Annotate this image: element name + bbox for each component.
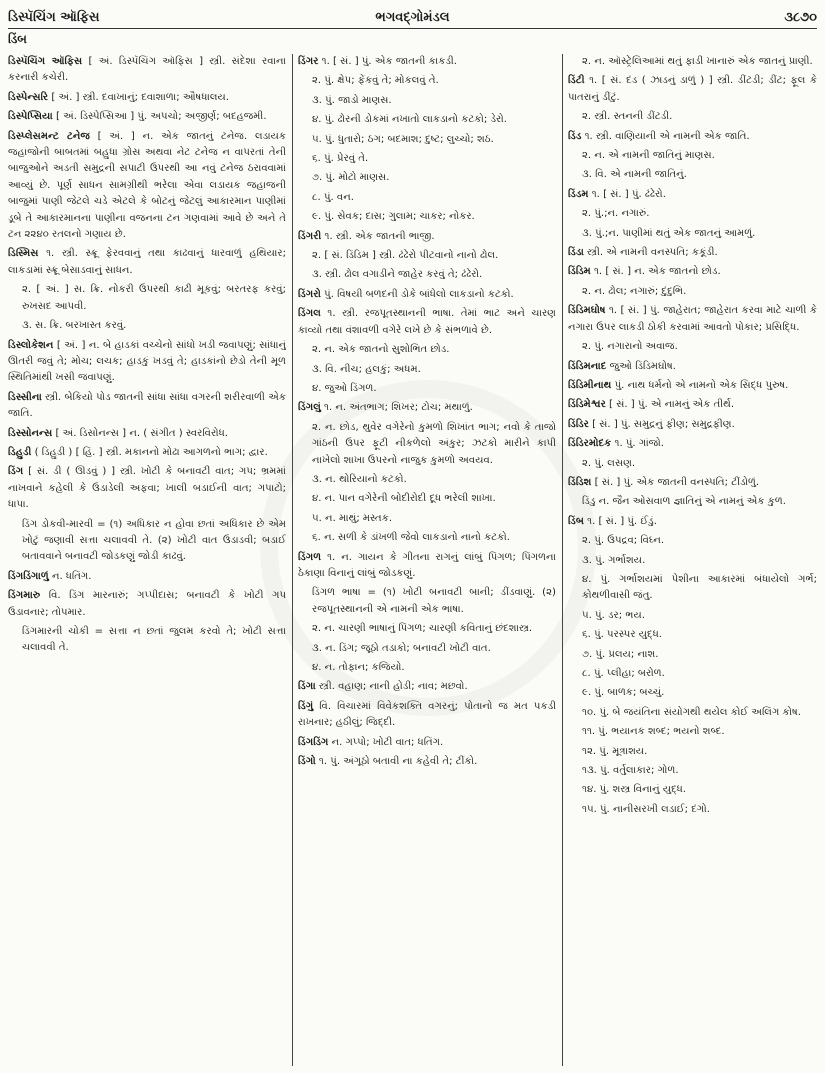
- entry-definition: ૧. [ સં. ] પું. એક જાતની કાકડી.: [318, 56, 457, 67]
- dictionary-entry: [298, 550, 556, 583]
- dictionary-entry: [568, 303, 817, 336]
- entry-definition: [ અં. ડિસ્પેપ્સિઆ ] પું. અપચો; અજીર્ણ; બદહજમી.: [52, 111, 267, 123]
- dictionary-entry: [568, 802, 817, 818]
- entry-headword: ડિસ્પેપ્સિયા: [8, 111, 53, 123]
- entry-definition: ન. ગપ્પો; ખોટી વાત; ધતિંગ.: [328, 736, 444, 748]
- dictionary-entry: [298, 342, 556, 358]
- entry-definition: ડિંગ ડોકવી-મારવી = (૧) અધિકાર ન હોવા છતાં અધિકાર છે એમ ખોટું જણાવી સત્તા ચલાવવી તે. (૨) ખોટી વાત ઉડાડવી; બડાઈ બતાવવાને બનાવટી જોડકણું જોડી કાઢવું.: [22, 518, 286, 563]
- dictionary-entry: [568, 763, 817, 779]
- dictionary-entry: [298, 132, 556, 148]
- column-divider: [562, 54, 563, 1066]
- entry-definition: ૫. ન. માથું; મસ્તક.: [312, 512, 393, 524]
- dictionary-entry: [298, 679, 556, 695]
- entry-definition: ૧૦. પું. બે જયંતિના સંયોગથી થયેલ કોઈ અલિંગ કોષ.: [582, 706, 802, 718]
- entry-headword: ડિંગો: [298, 756, 316, 768]
- entry-definition: ડિંગમારની ચોકી = સત્તા ન છતાં જુલમ કરવો તે; ખોટી સત્તા ચલાવવી તે.: [22, 626, 286, 654]
- column-1: [8, 54, 286, 1066]
- entry-definition: ૩. સ્ત્રી. ઢોલ વગાડીને જાહેર કરવું તે; ઢંઢેરો.: [312, 269, 483, 281]
- dictionary-entry: [298, 420, 556, 469]
- entry-definition: ૧૧. પું. ભયાનક શબ્દ; ભયનો શબ્દ.: [582, 726, 725, 738]
- entry-definition: ૧. [ સં. ] પું. જાહેરાત; જાહેરાત કરવા માટે ચાળી કે નગારા ઉપર લાકડી ઠોકી કરવામાં આવતો પોકાર; પ્રસિદ્ધિ.: [568, 305, 817, 333]
- dictionary-entry: [568, 608, 817, 624]
- entry-definition: ૨. પું.;ન. નગારું.: [582, 208, 650, 220]
- entry-definition: ૧. પું. અંગૂઠો બતાવી ના કહેવી તે; ટીંકો.: [315, 756, 478, 768]
- dictionary-entry: [568, 436, 817, 452]
- dictionary-entry: [568, 378, 817, 394]
- header-left-guide-word: ડિસ્પૅચિંગ ઑફિસ: [8, 10, 100, 25]
- dictionary-entry: [568, 417, 817, 433]
- entry-definition: [ સં. ] પું. એ નામનું એક તીર્થ.: [605, 399, 735, 411]
- dictionary-entry: [568, 475, 817, 491]
- dictionary-entry: [8, 588, 286, 621]
- entry-definition: સ્ત્રી. બેકિયો પોડ જાતની સાંધા સાંધા વગરની શરીરવાળી એક જાતિ.: [8, 391, 286, 420]
- entry-headword: ડિંડિમનાદ: [568, 360, 607, 372]
- entry-definition: ૨. ન. ઢોલ; નગારું; દુંદુભિ.: [582, 285, 687, 297]
- dictionary-entry: [8, 282, 286, 315]
- entry-definition: ૨. પું. લસણ.: [582, 457, 636, 469]
- dictionary-entry: [298, 491, 556, 507]
- entry-headword: ડિંગું: [298, 700, 314, 712]
- entry-headword: ડિંબ: [568, 515, 584, 527]
- entry-definition: ડિંડુ ન. જૈન ઓસવાળ જ્ઞાતિનું એ નામનું એક કુળ.: [582, 496, 786, 508]
- dictionary-entry: [8, 129, 286, 244]
- entry-definition: [ અં. ] સ્ત્રી. દવાખાનું; દવાશાળા; ઔષધાલય.: [48, 91, 229, 103]
- entry-headword: ડિંડમ: [568, 188, 589, 200]
- entry-definition: ડિંગળ ભાષા = (૧) ખોટી બનાવટી બાની; ડીંડવાણું. (૨) રજપૂતસ્થાનની એ નામની એક ભાષા.: [312, 587, 556, 615]
- entry-definition: ૬. ન. સળી કે ડાંખળી જેવો લાકડાનો નાનો કટકો.: [312, 532, 510, 544]
- entry-definition: [ સં. ડી ( ઊડવું ) ] સ્ત્રી. ખોટી કે બનાવટી વાત; ગપ; ભ્રમમાં નાખવાને કહેલી કે ઉડાડેલી અફવા; ખાલી બડાઈની વાત; ગપાટો; ધાપા.: [8, 466, 286, 511]
- entry-definition: ૩. પું. ગર્ભાશય.: [582, 554, 646, 566]
- entry-definition: ૪. પું. ઢોરની ડોકમાં નખાતો લાકડાનો કટકો; ડેરો.: [312, 114, 507, 126]
- entry-headword: ડિંગ: [8, 466, 24, 478]
- dictionary-entry: [568, 647, 817, 663]
- entry-headword: ડિંગલું: [298, 402, 321, 414]
- entry-definition: ૩. વિ. એ નામની જાતિનું.: [582, 169, 687, 181]
- entry-definition: ૧. [ સં. ] પું. ઈંડું.: [583, 515, 657, 527]
- dictionary-entry: [298, 229, 556, 245]
- entry-headword: ડિસ્સીના: [8, 391, 42, 403]
- entry-definition: ૭. પું. પ્રલય; નાશ.: [582, 648, 659, 660]
- dictionary-entry: [298, 699, 556, 732]
- entry-definition: ૩. પું.;ન. પાણીમાં થતું એક જાતનું આમળું.: [582, 227, 756, 239]
- column-2: [298, 54, 556, 1066]
- dictionary-entry: [568, 782, 817, 798]
- dictionary-entry: [298, 621, 556, 637]
- columns: [8, 54, 817, 1066]
- entry-definition: ૧. સ્ત્રી. સ્ક્રૂ ફેરવવાનું તથા કાઢવાનું ધારવાળું હથિયાર; લાકડામાં સ્ક્રૂ બેસાડવાનું સાધન.: [8, 248, 286, 276]
- dictionary-entry: [568, 533, 817, 549]
- entry-definition: ૫. પું. ધુતારો; ઠગ; બદમાશ; દુષ્ટ; લુચ્ચો; શઠ.: [312, 133, 494, 145]
- dictionary-entry: [568, 685, 817, 701]
- dictionary-entry: [298, 73, 556, 89]
- dictionary-entry: [568, 148, 817, 164]
- entry-definition: ૧. સ્ત્રી. વાણિયાની એ નામની એક જાતિ.: [581, 130, 750, 142]
- dictionary-entry: [298, 170, 556, 186]
- entry-definition: ૩. ન. ડિંગ; જૂઠો તડાકો; બનાવટી ખોટી વાત.: [312, 642, 491, 654]
- dictionary-entry: [568, 705, 817, 721]
- dictionary-entry: [568, 494, 817, 510]
- entry-definition: ૧. [ સં. ] ન. એક જાતનો છોડ.: [590, 266, 721, 278]
- entry-definition: ૨. ન. છોડ, થુવેર વગેરેનો કુમળો શિખાંત ભાગ; નવો કે તાજો ગાંઠની ઉપર ફૂટી નીકળેલો અંકુર; ઝટકો મારીને કાપી નાખેલો શાખા ઉપરનો નાજુક કુમળો અવયવ.: [312, 421, 556, 466]
- dictionary-entry: [298, 735, 556, 751]
- dictionary-entry: [568, 73, 817, 106]
- dictionary-entry: [298, 362, 556, 378]
- entry-headword: ડિંગા: [298, 681, 316, 693]
- dictionary-entry: [298, 287, 556, 303]
- entry-headword: ડિંડિરમોદક: [568, 438, 612, 450]
- entry-definition: પું. વિષયી બળદની ડોકે બાંધેલો લાકડાનો કટકો.: [320, 288, 514, 300]
- entry-headword: ડિંડિમઘોષ: [568, 305, 606, 317]
- entry-definition: ૨. સ્ત્રી. સ્તનની ડીંટડી.: [582, 111, 673, 123]
- dictionary-entry: [568, 206, 817, 222]
- entry-headword: ડિંગરો: [298, 288, 321, 300]
- entry-definition: ૧૪. પું. શસ્ત્ર વિનાનું યુદ્ધ.: [582, 784, 686, 796]
- dictionary-entry: [568, 167, 817, 183]
- dictionary-entry: [298, 641, 556, 657]
- entry-definition: [ અં. ડિસોનન્સ ] ન. ( સંગીત ) સ્વરવિરોધ.: [52, 427, 228, 439]
- entry-definition: ૮. પું. વન.: [312, 191, 354, 203]
- dictionary-entry: [568, 129, 817, 145]
- entry-headword: ડિસ્મિસ: [8, 248, 39, 260]
- entry-definition: ન. ધતિંગ.: [48, 570, 92, 582]
- entry-headword: ડિંડિમીનાથ: [568, 379, 612, 391]
- entry-definition: સ્ત્રી. એ નામની વનસ્પતિ; કકૂંડી.: [583, 247, 718, 259]
- entry-headword: ડિસ્પેન્સરિ: [8, 91, 49, 103]
- dictionary-entry: [568, 109, 817, 125]
- dictionary-entry: [298, 248, 556, 264]
- dictionary-entry: [568, 284, 817, 300]
- dictionary-entry: [298, 754, 556, 770]
- dictionary-entry: [568, 572, 817, 605]
- entry-definition: ૨. ન. એક જાતનો સુશોભિત છોડ.: [312, 344, 450, 356]
- entry-definition: ૧૩. પું. વર્તુલાકાર; ગોળ.: [582, 765, 679, 777]
- dictionary-entry: [8, 624, 286, 657]
- dictionary-entry: [298, 112, 556, 128]
- dictionary-entry: [568, 553, 817, 569]
- dictionary-entry: [8, 338, 286, 387]
- entry-headword: ડિંડ: [568, 130, 582, 142]
- column-3: [568, 54, 817, 1066]
- dictionary-entry: [298, 93, 556, 109]
- entry-definition: ૩. પું. જાડો માણસ.: [312, 94, 392, 106]
- dictionary-entry: [298, 472, 556, 488]
- entry-definition: ૩. સ. ક્રિ. બરખાસ્ત કરવું.: [22, 320, 127, 332]
- dictionary-entry: [568, 397, 817, 413]
- entry-definition: [ સં. ] પું. સમુદ્રનું ફીણ; સમુદ્રફીણ.: [588, 418, 735, 430]
- entry-definition: ૯. પું. બાળક; બચ્ચું.: [582, 687, 665, 699]
- entry-headword: ડિહુડી: [8, 446, 32, 458]
- entry-headword: ડિંગડિંગાળું: [8, 570, 49, 582]
- entry-definition: ૨. પું. ક્ષેપ; ફેંકવું તે; મોકલવું તે.: [312, 75, 439, 87]
- entry-definition: વિ. વિચારમાં વિવેકશક્તિ વગરનું; પોતાનો જ મત પકડી રાખનાર; હઠીલું; જિદ્દી.: [298, 700, 556, 729]
- dictionary-entry: [8, 445, 286, 461]
- dictionary-entry: [8, 109, 286, 125]
- entry-definition: ૪. ન. પાન વગેરેની બોદીરોદી દૂધ ભરેલી શાખા.: [312, 493, 496, 505]
- header-title: ભગવદ્ગોમંડલ: [375, 10, 450, 25]
- entry-headword: ડિંડિર: [568, 418, 589, 430]
- entry-definition: વિ. ડિંગ મારનારું; ગપ્પીદાસ; બનાવટી કે ખોટી ગપ ઉડાવનાર; તોપમાર.: [8, 590, 286, 618]
- dictionary-entry: [8, 390, 286, 423]
- dictionary-entry: [568, 54, 817, 70]
- entry-definition: ૧૨. પું. મૂત્રાશય.: [582, 745, 648, 757]
- dictionary-entry: [8, 318, 286, 334]
- dictionary-entry: [568, 226, 817, 242]
- dictionary-entry: [298, 660, 556, 676]
- dictionary-entry: [8, 517, 286, 566]
- entry-definition: ૪. જુઓ ડિંગળ.: [312, 382, 377, 394]
- entry-definition: ૧. [ સં. ] પું. ઢંઢેરો.: [588, 188, 666, 200]
- entry-definition: ૩. વિ. નીચ; હલકું; અધમ.: [312, 363, 421, 375]
- entry-definition: સ્ત્રી. વહાણ; નાની હોડી; નાવ; મછવો.: [315, 681, 468, 693]
- entry-definition: ૨. ન. ચારણી ભાષાનું પિંગળ; ચારણી કવિતાનું છંદશાસ્ત્ર.: [312, 623, 533, 635]
- entry-definition: જુઓ ડિંડિમઘોષ.: [606, 360, 676, 372]
- entry-headword: ડિંડિશ: [568, 476, 592, 488]
- entry-headword: ડિંડા: [568, 247, 584, 259]
- dictionary-entry: [568, 724, 817, 740]
- header-right-guide-word: ડિંબ: [8, 32, 27, 46]
- entry-headword: ડિંડિમેશ્વર: [568, 399, 606, 411]
- dictionary-entry: [568, 456, 817, 472]
- entry-headword: ડિંટી: [568, 75, 585, 87]
- entry-definition: ૧. સ્ત્રી. રજપૂતસ્થાનની ભાષા. તેમાં ભાટ અને ચારણ કાવ્યો તથા વંશાવળી વગેરે લખે છે કે સંભળાવે છે.: [298, 308, 556, 336]
- entry-definition: ૮. પું. પ્લીહા; બરોળ.: [582, 668, 665, 679]
- entry-headword: ડિંડિમ: [568, 266, 591, 278]
- entry-definition: ૯. પું. સેવક; દાસ; ગુલામ; ચાકર; નોકર.: [312, 211, 475, 223]
- entry-definition: ૪. ન. તોફાન; કજિયો.: [312, 662, 405, 673]
- dictionary-entry: [568, 359, 817, 375]
- entry-definition: ૪. પું. ગર્ભાશયમાં પેશીના આકારમાં બંધાયેલો ગર્ભ; કોથળીવાસી જંતુ.: [582, 573, 817, 602]
- entry-headword: ડિસ્સોનન્સ: [8, 427, 53, 439]
- entry-definition: ૧૫. પું. નાનીસરખી લડાઈ; દંગો.: [582, 803, 710, 815]
- dictionary-entry: [568, 245, 817, 261]
- dictionary-entry: [298, 381, 556, 397]
- entry-headword: ડિસ્લોકેશન: [8, 339, 54, 351]
- dictionary-entry: [298, 209, 556, 225]
- dictionary-entry: [8, 90, 286, 106]
- entry-definition: ૨. ન. એ નામની જાતિનું માણસ.: [582, 150, 715, 162]
- entry-definition: ( ડિહુડી ) [ હિં. ] સ્ત્રી. મકાનનો મોઢા આગળનો ભાગ; દ્વાર.: [31, 446, 268, 458]
- entry-headword: ડિંગલ: [298, 308, 321, 320]
- entry-definition: ૬. પું. પ્રેરવું તે.: [312, 153, 369, 165]
- dictionary-entry: [298, 511, 556, 527]
- entry-definition: ૧. પું. ગાંજો.: [611, 438, 664, 450]
- entry-definition: પું. નાથ ધર્મનો એ નામનો એક સિદ્ધ પુરુષ.: [611, 379, 789, 391]
- entry-definition: [ અં. ડિસ્પૅચિંગ ઑફિસ ] સ્ત્રી. સંદેશા રવાના કરનારી કચેરી.: [8, 56, 286, 84]
- entry-definition: ૨. પું. ઉપદ્રવ; વિઘ્ન.: [582, 535, 665, 547]
- dictionary-entry: [568, 264, 817, 280]
- entry-headword: ડિંગડિંગ: [298, 736, 329, 748]
- entry-headword: ડિસ્પૅચિંગ ઑફિસ: [8, 56, 83, 67]
- dictionary-entry: [298, 306, 556, 339]
- entry-definition: [ અં. ] ન. બે હાડકાં વચ્ચેનો સાંધો ખડી જવાપણું; સાંધાનું ઊતરી જવું તે; મોચ; લચક; હાડકું ખડવું તે; હાડકાંનો છેડો તેની મૂળ સ્થિતિમાંથી ખસી જવાપણું.: [8, 339, 286, 384]
- dictionary-entry: [298, 151, 556, 167]
- dictionary-entry: [8, 426, 286, 442]
- dictionary-entry: [8, 569, 286, 585]
- dictionary-entry: [568, 187, 817, 203]
- dictionary-entry: [568, 627, 817, 643]
- entry-definition: ૧. [ સં. દંડ ( ઝાડનું ડાળું ) ] સ્ત્રી. ડીંટડી; ડીંટ; ફૂલ કે પાતરાનું ડીંટું.: [568, 75, 817, 103]
- dictionary-entry: [298, 54, 556, 70]
- entry-definition: ૧. સ્ત્રી. એક જાતની ભાજી.: [321, 230, 435, 242]
- column-divider: [292, 54, 293, 1066]
- dictionary-entry: [298, 400, 556, 416]
- dictionary-entry: [8, 464, 286, 513]
- entry-headword: ડિંગરી: [298, 230, 322, 242]
- dictionary-entry: [298, 530, 556, 546]
- entry-headword: ડિંગર: [298, 56, 319, 67]
- entry-definition: ૫. પું. ડર; ભય.: [582, 609, 645, 621]
- page-number: ૩૮૭૦: [784, 10, 817, 25]
- dictionary-entry: [568, 514, 817, 530]
- entry-definition: [ અં. ] ન. એક જાતનું ટનેજ. લડાયક જહાજોની બાબતમાં બહુધા ગ્રોસ અથવા નેટ ટનેજ ન વાપરતાં તેની બાજુઓને અડતી સમુદ્રની સપાટી ઉપરથી આ નવું ટનેજ ઠરાવવામાં આવ્યું છે. પૂર્ણ સાધન સામગ્રીથી ભરેલા એવા લડાયક જહાજની બાજુમાં પાણી જેટલે ચડે એટલે કે બોટનું જેટલું આકારમાન પાણીમાં ડૂબે તે આકારમાનના પાણીના વજનના ટન ગણવામાં આવે છે અને તે ટન ૨૨૪૦ રતલનો ગણાય છે.: [8, 130, 286, 241]
- dictionary-entry: [568, 744, 817, 760]
- entry-definition: ૨. પું. નગારાનો અવાજ.: [582, 341, 678, 353]
- entry-definition: ૨. [ અં. ] સ. ક્રિ. નોકરી ઉપરથી કાઢી મૂકવું; બરતરફ કરવું; રુખસદ આપવી.: [22, 284, 286, 312]
- dictionary-entry: [8, 246, 286, 279]
- entry-definition: ૩. ન. થોરિયાનો કટકો.: [312, 473, 407, 485]
- entry-definition: ૬. પું. પરસ્પર યુદ્ધ.: [582, 629, 662, 641]
- header-rule: [8, 28, 817, 29]
- entry-definition: ૧. ન. ગાયન કે ગીતના રાગનું લાંબું પિંગળ; પિંગળના ઠેકાણા વિનાનું લાંબું જોડકણું.: [298, 551, 556, 579]
- dictionary-entry: [298, 585, 556, 618]
- entry-definition: ૭. પું. મોટો માણસ.: [312, 172, 390, 184]
- entry-definition: ૨. ન. ઑસ્ટ્રેલિઆમાં થતું ફાડી ખાનારું એક જાતનું પ્રાણી.: [582, 56, 813, 67]
- dictionary-entry: [568, 666, 817, 682]
- dictionary-entry: [8, 54, 286, 87]
- dictionary-entry: [298, 190, 556, 206]
- entry-definition: [ સં. ] પું. એક જાતની વનસ્પતિ; ટીંડોળું.: [591, 476, 760, 488]
- entry-definition: ૧. ન. અંતભાગ; શિખર; ટોચ; મથાળું.: [320, 402, 473, 414]
- entry-definition: ૨. [ સં. ડિંડિમ ] સ્ત્રી. ઢંઢેરો પીટવાનો નાનો ઢોલ.: [312, 250, 499, 262]
- entry-headword: ડિસ્પ્લેસમન્ટ ટનેજ: [8, 130, 90, 142]
- dictionary-entry: [568, 339, 817, 355]
- entry-headword: ડિંગમારુ: [8, 590, 41, 602]
- dictionary-entry: [298, 267, 556, 283]
- entry-headword: ડિંગળ: [298, 551, 322, 563]
